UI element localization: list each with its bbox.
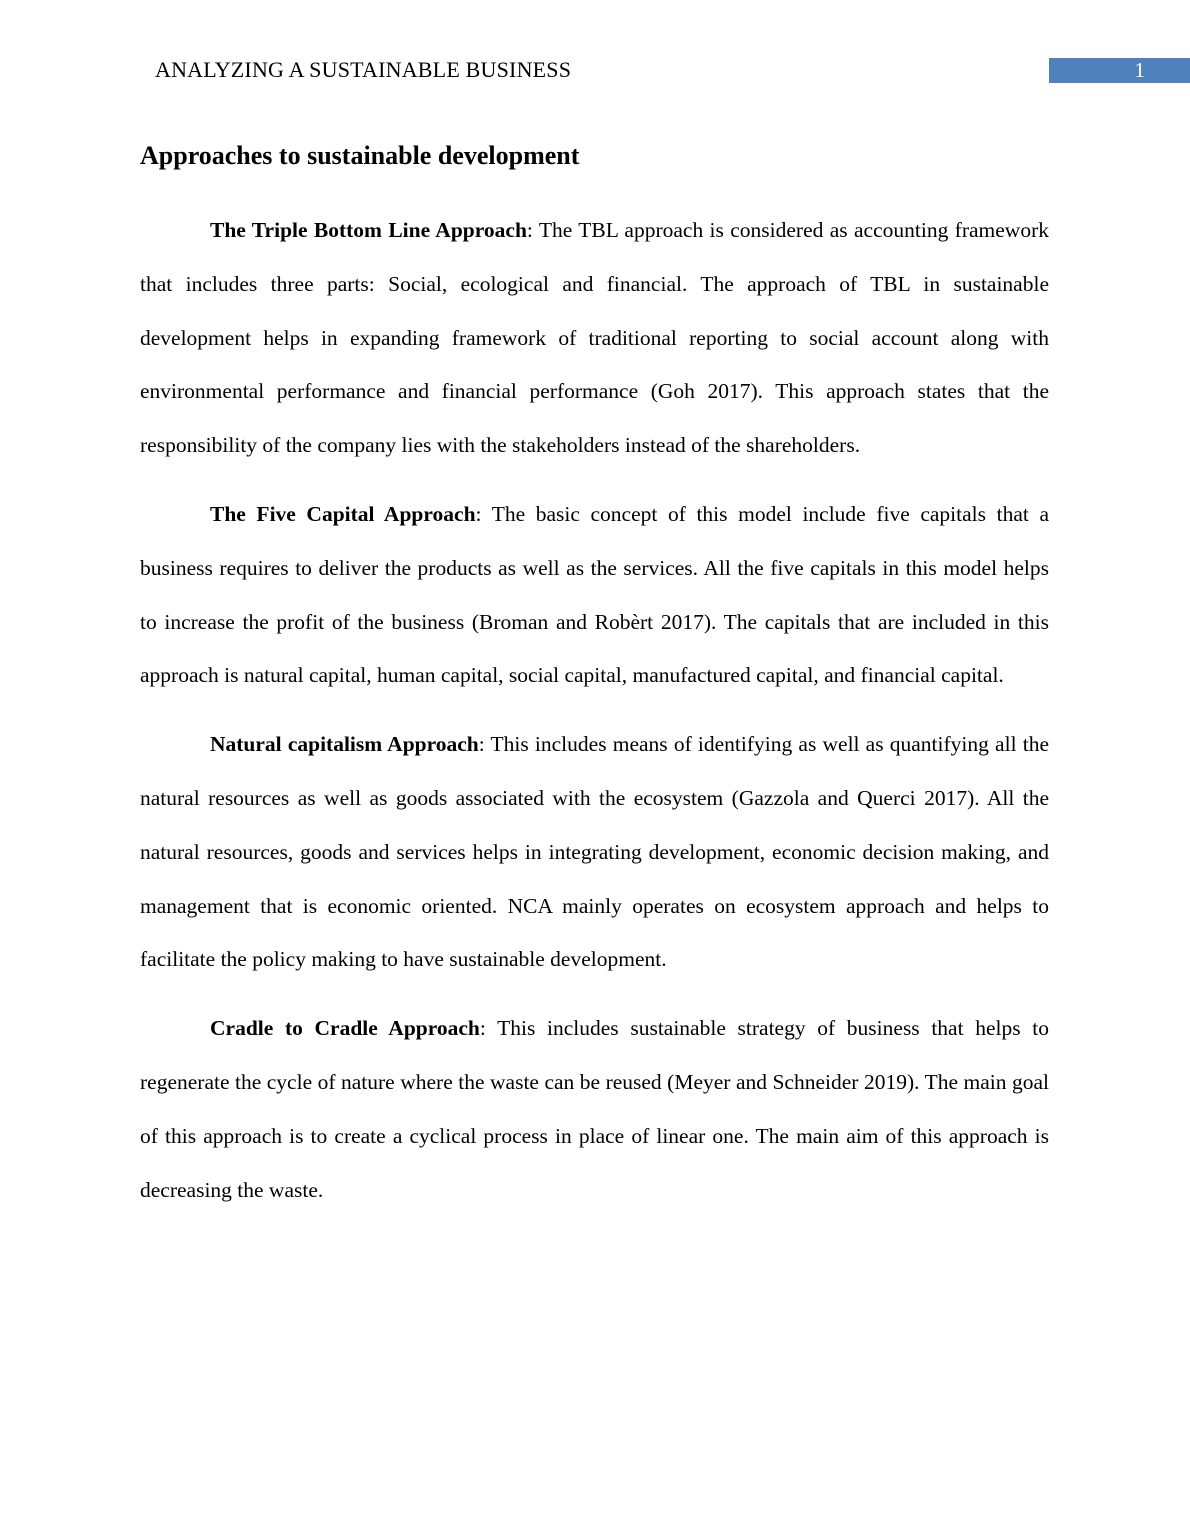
running-head: ANALYZING A SUSTAINABLE BUSINESS [155, 57, 572, 82]
paragraph-triple-bottom-line [140, 204, 1049, 473]
paragraph-cradle-to-cradle [140, 1002, 1049, 1217]
paragraph-natural-capitalism [140, 718, 1049, 987]
section-title: Approaches to sustainable development [140, 141, 580, 170]
paragraph-term: Cradle to Cradle Approach [210, 1016, 480, 1041]
paragraph-text: : The basic concept of this model include five capitals that a business requires to deliver the products as well as the services. All the five capitals in this model helps to increase the profit of the business (Broman and Robèrt 2017). The capitals that are included in this approach is natural capital, human capital, social capital, manufactured capital, and financial capital. [140, 501, 1049, 688]
page-header [0, 56, 1190, 84]
paragraph-text: : This includes sustainable strategy of business that helps to regenerate the cycle of nature where the waste can be reused (Meyer and Schneider 2019). The main goal of this approach is to create a cyclical process in place of linear one. The main aim of this approach is decreasing the waste. [140, 1016, 1050, 1202]
paragraph-term: The Five Capital Approach [210, 501, 476, 526]
paragraph-term: The Triple Bottom Line Approach [210, 218, 527, 242]
page-number: 1 [1049, 58, 1190, 83]
paragraph-text: : The TBL approach is considered as accounting framework that includes three parts: Social, ecological and financial. The approach of TBL in sustainable development helps in expanding framework of traditional reporting to social account along with environmental performance and financial performance (Goh 2017). This approach states that the responsibility of the company lies with the stakeholders instead of the shareholders. [140, 218, 1049, 458]
paragraph-term: Natural capitalism Approach [210, 732, 479, 757]
paragraph-five-capital [140, 488, 1049, 703]
document-body [140, 130, 1049, 1217]
paragraph-text: : This includes means of identifying as well as quantifying all the natural resources as well as goods associated with the ecosystem (Gazzola and Querci 2017). All the natural resources, goods and services helps in integrating development, economic decision making, and management that is economic oriented. NCA mainly operates on ecosystem approach and helps to facilitate the policy making to have sustainable development. [140, 732, 1049, 972]
